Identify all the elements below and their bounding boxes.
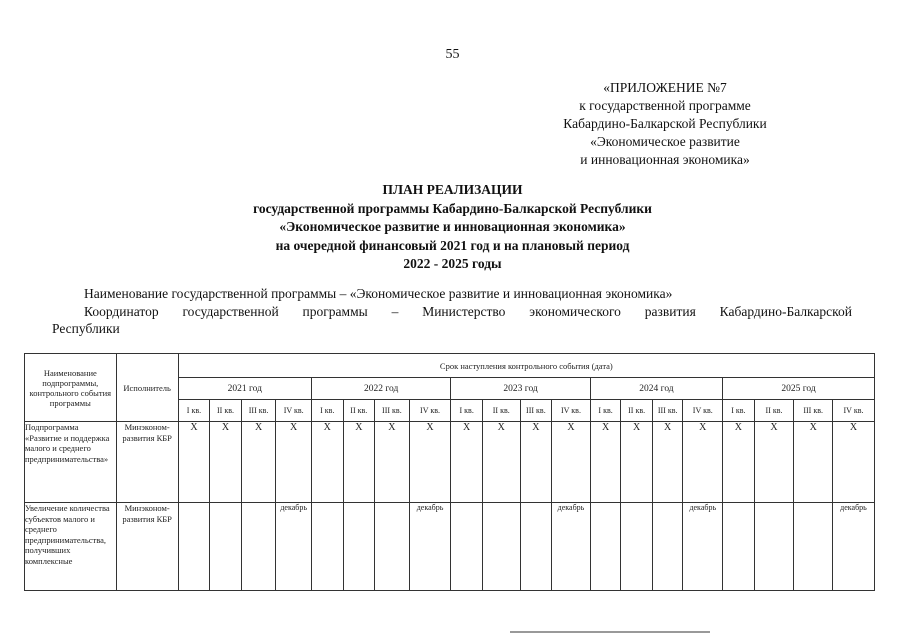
page-number: 55 bbox=[445, 47, 460, 62]
schedule-cell: X bbox=[590, 422, 621, 503]
schedule-cell: X bbox=[311, 422, 343, 503]
schedule-cell: декабрь bbox=[683, 503, 723, 591]
quarter-header: III кв. bbox=[375, 400, 410, 422]
year-header: 2024 год bbox=[590, 378, 722, 400]
year-header: 2023 год bbox=[451, 378, 590, 400]
coordinator-line: Координатор государственной программы – Министерство экономического развития Кабардино-Балкарской bbox=[84, 303, 852, 319]
schedule-cell: декабрь bbox=[833, 503, 875, 591]
quarter-header: II кв. bbox=[621, 400, 653, 422]
schedule-cell: X bbox=[833, 422, 875, 503]
schedule-cell: X bbox=[451, 422, 483, 503]
quarter-header: III кв. bbox=[652, 400, 683, 422]
quarter-header: IV кв. bbox=[833, 400, 875, 422]
schedule-cell: X bbox=[343, 422, 375, 503]
schedule-cell bbox=[178, 503, 210, 591]
schedule-cell: X bbox=[210, 422, 242, 503]
schedule-cell: X bbox=[794, 422, 833, 503]
schedule-cell: X bbox=[375, 422, 410, 503]
quarter-header: I кв. bbox=[451, 400, 483, 422]
schedule-cell bbox=[210, 503, 242, 591]
schedule-cell: X bbox=[754, 422, 794, 503]
schedule-cell: декабрь bbox=[552, 503, 591, 591]
row-event-name: Увеличение количества субъектов малого и среднего предпринимательства, получивших комплексные bbox=[25, 503, 117, 591]
schedule-cell bbox=[794, 503, 833, 591]
schedule-cell: X bbox=[683, 422, 723, 503]
schedule-cell bbox=[754, 503, 794, 591]
quarter-header: IV кв. bbox=[409, 400, 451, 422]
schedule-cell bbox=[590, 503, 621, 591]
schedule-cell bbox=[723, 503, 755, 591]
appendix-line: и инновационная экономика» bbox=[580, 152, 750, 167]
schedule-cell: X bbox=[621, 422, 653, 503]
quarter-header: II кв. bbox=[343, 400, 375, 422]
row-executor: Минэконом-развития КБР bbox=[116, 503, 178, 591]
plan-title-line: на очередной финансовый 2021 год и на плановый период bbox=[275, 237, 630, 253]
schedule-cell: X bbox=[723, 422, 755, 503]
scan-artifact bbox=[510, 631, 710, 633]
program-name-line: Наименование государственной программы – «Экономическое развитие и инновационная экономика» bbox=[84, 286, 673, 301]
header-executor: Исполнитель bbox=[116, 354, 178, 422]
schedule-cell bbox=[520, 503, 552, 591]
schedule-cell: X bbox=[552, 422, 591, 503]
plan-title-line: государственной программы Кабардино-Балкарской Республики bbox=[253, 200, 652, 216]
year-header: 2025 год bbox=[723, 378, 875, 400]
quarter-header: II кв. bbox=[754, 400, 794, 422]
schedule-cell bbox=[343, 503, 375, 591]
quarter-header: III кв. bbox=[241, 400, 276, 422]
schedule-cell bbox=[375, 503, 410, 591]
coordinator-line-continued: Республики bbox=[52, 321, 120, 336]
year-header: 2022 год bbox=[311, 378, 450, 400]
schedule-cell: X bbox=[178, 422, 210, 503]
appendix-line: к государственной программе bbox=[579, 98, 751, 113]
schedule-cell bbox=[241, 503, 276, 591]
schedule-cell: декабрь bbox=[409, 503, 451, 591]
schedule-cell: X bbox=[409, 422, 451, 503]
row-event-name: Подпрограмма «Развитие и поддержка малого и среднего предпринимательства» bbox=[25, 422, 117, 503]
quarter-header: II кв. bbox=[210, 400, 242, 422]
quarter-header: IV кв. bbox=[552, 400, 591, 422]
schedule-cell: X bbox=[276, 422, 312, 503]
implementation-plan-table bbox=[24, 353, 875, 591]
header-event-name: Наименование подпрограммы, контрольного события программы bbox=[25, 354, 117, 422]
appendix-line: «Экономическое развитие bbox=[590, 134, 740, 149]
quarter-header: IV кв. bbox=[683, 400, 723, 422]
plan-title bbox=[0, 181, 905, 274]
schedule-cell bbox=[451, 503, 483, 591]
row-executor: Минэконом-развития КБР bbox=[116, 422, 178, 503]
schedule-cell: X bbox=[520, 422, 552, 503]
appendix-line: «ПРИЛОЖЕНИЕ №7 bbox=[603, 80, 727, 95]
quarter-header: I кв. bbox=[178, 400, 210, 422]
schedule-cell bbox=[652, 503, 683, 591]
appendix-heading bbox=[500, 79, 830, 169]
quarter-header: III кв. bbox=[794, 400, 833, 422]
schedule-cell bbox=[482, 503, 520, 591]
quarter-header: III кв. bbox=[520, 400, 552, 422]
schedule-cell: X bbox=[652, 422, 683, 503]
quarter-header: I кв. bbox=[723, 400, 755, 422]
schedule-cell: X bbox=[241, 422, 276, 503]
year-header: 2021 год bbox=[178, 378, 311, 400]
plan-title-line: «Экономическое развитие и инновационная экономика» bbox=[279, 219, 626, 234]
quarter-header: I кв. bbox=[590, 400, 621, 422]
plan-title-line: 2022 - 2025 годы bbox=[403, 256, 502, 271]
program-info bbox=[52, 285, 852, 338]
schedule-cell bbox=[311, 503, 343, 591]
header-period: Срок наступления контрольного события (дата) bbox=[178, 354, 874, 378]
schedule-cell bbox=[621, 503, 653, 591]
quarter-header: I кв. bbox=[311, 400, 343, 422]
plan-title-line: ПЛАН РЕАЛИЗАЦИИ bbox=[382, 182, 523, 197]
appendix-line: Кабардино-Балкарской Республики bbox=[563, 116, 767, 131]
schedule-cell: декабрь bbox=[276, 503, 312, 591]
quarter-header: II кв. bbox=[482, 400, 520, 422]
quarter-header: IV кв. bbox=[276, 400, 312, 422]
schedule-cell: X bbox=[482, 422, 520, 503]
